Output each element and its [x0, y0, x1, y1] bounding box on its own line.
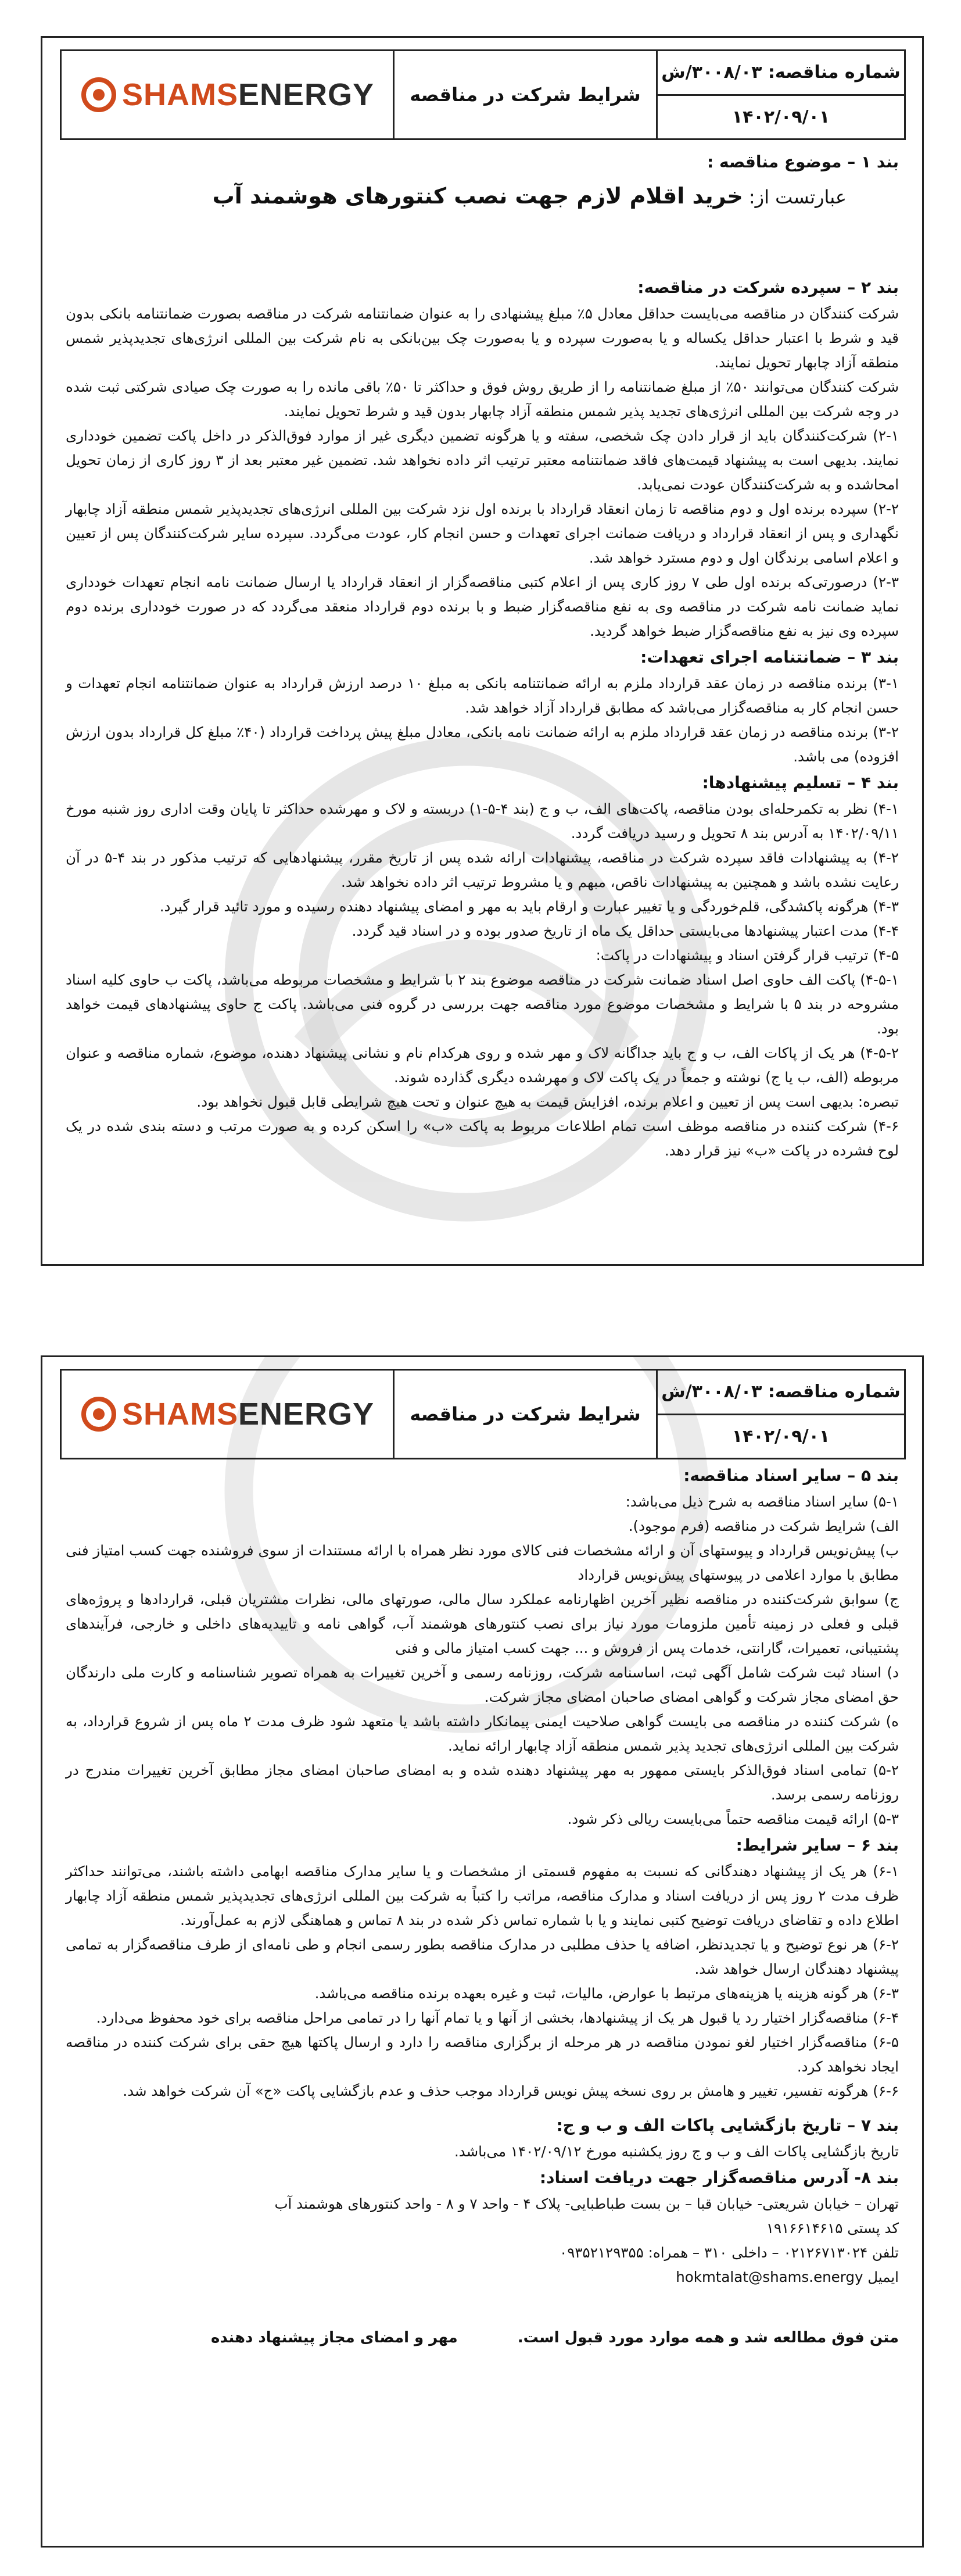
sun-logo-icon	[80, 1396, 117, 1433]
section-5-paragraph: الف) شرایط شرکت در مناقصه (فرم موجود).	[628, 1518, 899, 1534]
section-5-title: بند ۵ – سایر اسناد مناقصه:	[683, 1466, 899, 1485]
section-5-paragraph: ب) پیش‌نویس قرارداد و پیوستهای آن و ارائه مشخصات فنی کالای مورد نظر همراه با ارائه مستندات از سوی فروشنده جهت کسب امتیاز فنی مطابق با موارد اعلامی در پیوستهای پیش‌نویس قرارداد	[66, 1542, 899, 1583]
section-4-note: تبصره: بدیهی است پس از تعیین و اعلام برنده، افزایش قیمت به هیچ عنوان و تحت هیچ شرایطی قابل قبول نخواهد بود.	[196, 1093, 899, 1110]
section-3-paragraph: ۳-۱) برنده مناقصه در زمان عقد قرارداد ملزم به ارائه ضمانتنامه بانکی به مبلغ ۱۰ درصد ارزش قرارداد به عنوان ضمانتنامه انجام تعهدات و حسن انجام کار به مناقصه‌گزار می‌باشد که مطابق قرارداد آزاد خواهد شد.	[66, 675, 899, 716]
section-8-title: بند ۸- آدرس مناقصه‌گزار جهت دریافت اسناد:	[539, 2168, 899, 2187]
section-4-paragraph: ۴-۶) شرکت کننده در مناقصه موظف است تمام اطلاعات مربوط به پاکت «ب» را اسکن کرده و به صورت مرتب و دسته بندی شده در یک لوح فشرده در پاکت «ب» نیز قرار دهد.	[66, 1118, 899, 1159]
section-6-paragraph: ۶-۳) هر گونه هزینه یا هزینه‌های مرتبط با عوارض، مالیات، ثبت و غیره بعهده برنده مناقصه می‌باشد.	[314, 1985, 899, 2002]
address-line: تهران – خیابان شریعتی- خیابان قبا – بن بست طباطبایی- پلاک ۴ - واحد ۷ و ۸ - واحد کنتورهای هوشمند آب	[274, 2195, 899, 2212]
section-5-paragraph: ج) سوابق شرکت‌کننده در مناقصه نظیر آخرین اظهارنامه عملکرد سال مالی، صورتهای مالی، نظرات مشتریان قبلی، قراردادها و پروژه‌های قبلی و فعلی در زمینه تأمین ملزومات مورد نیاز برای نصب کنتورهای هوشمند آب، گواهی نامه و تاییدیه‌های داخلی و خارجی، فرآیندهای پشتیبانی، تعمیرات، گارانتی، خدمات پس از فروش و ... جهت کسب امتیاز مالی و فنی	[66, 1591, 899, 1656]
document-page-2	[41, 1355, 924, 2548]
section-4-paragraph: ۴-۳) هرگونه پاکشدگی، قلم‌خوردگی و یا تغییر عبارت و ارقام باید به مهر و امضای پیشنهاد دهنده رسیده و مورد تائید قرار گیرد.	[159, 898, 899, 915]
section-5-paragraph: د) اسناد ثبت شرکت شامل آگهی ثبت، اساسنامه شرکت، روزنامه رسمی و آخرین تغییرات به همراه تصویر شناسنامه و کارت ملی دارندگان حق امضای مجاز شرکت و گواهی امضای صاحبان امضای مجاز شرکت.	[66, 1664, 899, 1705]
document-page-1	[41, 36, 924, 1266]
section-1-title: بند ۱ – موضوع مناقصه :	[707, 152, 899, 171]
logo-text-energy: ENERGY	[238, 1397, 375, 1432]
logo-text-shams: SHAMS	[121, 1397, 238, 1432]
sun-logo-icon	[80, 76, 117, 113]
tender-date: ۱۴۰۲/۰۹/۰۱	[731, 1426, 830, 1447]
page-2-content	[66, 1462, 899, 2350]
phone-numbers: تلفن ۰۲۱۲۶۷۱۳۰۲۴ – داخلی ۳۱۰ – همراه: ۰۹۳۵۲۱۲۹۳۵۵	[560, 2244, 899, 2261]
section-6-paragraph: ۶-۱) هر یک از پیشنهاد دهندگانی که نسبت به مفهوم قسمتی از مشخصات و یا سایر مدارک مناقصه ابهامی داشته باشند، می‌توانند حداکثر ظرف مدت ۲ روز پس از دریافت اسناد و مدارک مناقصه، مراتب را کتباً به شرکت بین المللی انرژی‌های تجدیدپذیر شمس منطقه آزاد چابهار اطلاع داده و تقاضای دریافت توضیح کتبی نمایند و یا با شماره تماس ذکر شده در بند ۸ تماس و هماهنگی لازم به عمل‌آورند.	[66, 1863, 899, 1929]
tender-subject	[66, 180, 847, 213]
tender-number: شماره مناقصه: ۳۰۰۸/۰۳/ش	[658, 1371, 904, 1415]
section-6-title: بند ۶ – سایر شرایط:	[736, 1836, 899, 1855]
company-logo	[62, 1371, 395, 1458]
tender-meta	[658, 51, 904, 138]
subject-prefix: عبارتست از:	[748, 186, 847, 208]
page-header	[60, 1369, 906, 1459]
section-5-paragraph: ه) شرکت کننده در مناقصه می بایست گواهی صلاحیت ایمنی پیمانکار داشته باشد یا متعهد شود ظرف مدت ۲ ماه پس از شروع قرارداد، به شرکت بین المللی انرژی‌های تجدید پذیر شمس منطقه آزاد چابهار ارائه نماید.	[66, 1713, 899, 1754]
section-4-title: بند ۴ – تسلیم پیشنهادها:	[702, 773, 899, 792]
section-5-paragraph: ۵-۳) ارائه قیمت مناقصه حتماً می‌بایست ریالی ذکر شود.	[567, 1811, 899, 1827]
section-7-title: بند ۷ – تاریخ بازگشایی پاکات الف و ب و ج:	[556, 2116, 899, 2135]
section-6-paragraph: ۶-۴) مناقصه‌گزار اختیار رد یا قبول هر یک از پیشنهادها، بخشی از آنها و یا تمام آنها را در تمامی مراحل مناقصه برای خود محفوظ می‌دارد.	[96, 2009, 899, 2026]
section-6-paragraph: ۶-۵) مناقصه‌گزار اختیار لغو نمودن مناقصه در هر مرحله از برگزاری مناقصه را دارد و ارسال پاکتها هیچ حقی برای شرکت کننده در مناقصه ایجاد نخواهد کرد.	[66, 2034, 899, 2075]
section-6-paragraph: ۶-۲) هر نوع توضیح و یا تجدیدنظر، اضافه یا حذف مطلبی در مدارک مناقصه بطور رسمی انجام و طی نامه‌ای از طرف مناقصه‌گزار به تمامی پیشنهاد دهندگان ارسال خواهد شد.	[66, 1936, 899, 1977]
section-4-paragraph: ۴-۵-۱) پاکت الف حاوی اصل اسناد ضمانت شرکت در مناقصه موضوع بند ۲ با شرایط و مشخصات مربوطه می‌باشد، پاکت ب حاوی کلیه اسناد مشروحه در بند ۵ با شرایط و مشخصات موضوع مورد مناقصه جهت بررسی در گروه فنی می‌باشد. پاکت ج حاوی پیشنهادهای قیمت خواهد بود.	[66, 971, 899, 1037]
subject-text: خرید اقلام لازم جهت نصب کنتورهای هوشمند آب	[212, 183, 743, 209]
section-2-paragraph: ۲-۲) سپرده برنده اول و دوم مناقصه تا زمان انعقاد قرارداد با برنده اول نزد شرکت بین المللی انرژی‌های تجدیدپذیر شمس منطقه آزاد چابهار نگهداری و پس از انعقاد قرارداد و دریافت ضمانت اجرای تعهدات و حسن انجام کار، عودت می‌گردد. سپرده سایر شرکت‌کنندگان پس از تعیین و اعلام اسامی برندگان اول و دوم مسترد خواهد شد.	[66, 500, 899, 566]
section-5-paragraph: ۵-۱) سایر اسناد مناقصه به شرح ذیل می‌باشد:	[625, 1493, 899, 1510]
section-2-title: بند ۲ – سپرده شرکت در مناقصه:	[637, 278, 899, 297]
section-2-paragraph: شرکت کنندگان در مناقصه می‌بایست حداقل معادل ۵٪ مبلغ پیشنهادی را به عنوان ضمانتنامه شرکت در مناقصه بصورت ضمانتنامه بانکی بدون قید و شرط با اعتبار حداقل یکساله و یا به‌صورت سپرده و یا به‌صورت چک بین‌بانکی به نام شرکت بین المللی انرژی‌های تجدیدپذیر شمس منطقه آزاد چابهار تحویل نمایند.	[66, 305, 899, 371]
section-3-title: بند ۳ – ضمانتنامه اجرای تعهدات:	[640, 647, 899, 667]
section-4-paragraph: ۴-۱) نظر به تکمرحله‌ای بودن مناقصه، پاکت‌های الف، ب و ج (بند ۴-۵-۱) دربسته و لاک و مهرشده حداکثر تا پایان وقت اداری روز شنبه مورخ ۱۴۰۲/۰۹/۱۱ به آدرس بند ۸ تحویل و رسید دریافت گردد.	[66, 800, 899, 842]
tender-meta	[658, 1371, 904, 1458]
signature-label: مهر و امضای مجاز پیشنهاد دهنده	[211, 2329, 458, 2346]
section-4-paragraph: ۴-۲) به پیشنهادات فاقد سپرده شرکت در مناقصه، پیشنهادات ارائه شده پس از تاریخ مقرر، پیشنهادهایی که ترتیب مذکور در بند ۴-۵ در آن رعایت نشده باشد و همچنین به پیشنهادات ناقص، مبهم و یا مشروط ترتیب اثر داده نخواهد شد.	[66, 849, 899, 890]
section-6-paragraph: ۶-۶) هرگونه تفسیر، تغییر و هامش بر روی نسخه پیش نویس قرارداد موجب حذف و عدم بازگشایی پاکت «ج» آن شرکت خواهد شد.	[123, 2083, 899, 2099]
document-title: شرایط شرکت در مناقصه	[395, 51, 658, 138]
page-1-content	[66, 148, 899, 1163]
page-header	[60, 49, 906, 140]
postal-code: کد پستی ۱۹۱۶۶۱۴۶۱۵	[766, 2220, 899, 2237]
section-2-paragraph: شرکت کنندگان می‌توانند ۵۰٪ از مبلغ ضمانتنامه را از طریق روش فوق و حداکثر تا ۵۰٪ باقی مانده را به صورت چک صیادی شرکتی ثبت شده در وجه شرکت بین المللی انرژی‌های تجدید پذیر شمس منطقه آزاد چابهار بدون قید و شرط تحویل نمایند.	[66, 378, 899, 420]
section-7-paragraph: تاریخ بازگشایی پاکات الف و ب و ج روز یکشنبه مورخ ۱۴۰۲/۰۹/۱۲ می‌باشد.	[454, 2143, 899, 2160]
email-label: ایمیل	[867, 2269, 899, 2285]
company-logo	[62, 51, 395, 138]
section-4-paragraph: ۴-۵-۲) هر یک از پاکات الف، ب و ج باید جداگانه لاک و مهر شده و روی هرکدام نام و نشانی پیشنهاد دهنده، موضوع، شماره مناقصه و عنوان مربوطه (الف، ب یا ج) نوشته و جمعاً در یک پاکت لاک و مهرشده دیگری گذارده شوند.	[66, 1044, 899, 1086]
email-address[interactable]: hokmtalat@shams.energy	[676, 2269, 863, 2285]
logo-text-shams: SHAMS	[121, 77, 238, 112]
section-2-paragraph: ۲-۳) درصورتی‌که برنده اول طی ۷ روز کاری پس از اعلام کتبی مناقصه‌گزار از انعقاد قرارداد یا ارسال ضمانت نامه انجام تعهدات خودداری نماید ضمانت نامه شرکت در مناقصه وی به نفع مناقصه‌گزار ضبط و با برنده دوم قرارداد منعقد می‌گردد که در صورت خودداری برنده دوم سپرده وی نیز به نفع مناقصه‌گزار ضبط خواهد گردید.	[66, 574, 899, 639]
tender-number: شماره مناقصه: ۳۰۰۸/۰۳/ش	[658, 51, 904, 96]
acceptance-statement: متن فوق مطالعه شد و همه موارد مورد قبول است.	[517, 2329, 899, 2346]
email-line	[66, 2265, 899, 2289]
section-4-paragraph: ۴-۴) مدت اعتبار پیشنهادها می‌بایستی حداقل یک ماه از تاریخ صدور بوده و در اسناد قید گردد.	[352, 922, 899, 939]
tender-date: ۱۴۰۲/۰۹/۰۱	[731, 106, 830, 127]
document-title: شرایط شرکت در مناقصه	[395, 1371, 658, 1458]
section-3-paragraph: ۳-۲) برنده مناقصه در زمان عقد قرارداد ملزم به ارائه ضمانت نامه بانکی، معادل مبلغ پیش پرداخت قرارداد (۴۰٪ مبلغ کل قرارداد بدون ارزش افزوده) می باشد.	[66, 724, 899, 765]
signature-row	[66, 2325, 899, 2350]
logo-text-energy: ENERGY	[238, 77, 375, 112]
section-2-paragraph: ۲-۱) شرکت‌کنندگان باید از قرار دادن چک شخصی، سفته و یا هرگونه تضمین دیگری غیر از موارد فوق‌الذکر در داخل پاکت تضمین خودداری نمایند. بدیهی است به پیشنهاد قیمت‌های فاقد ضمانتنامه معتبر ترتیب اثر داده نخواهد شد. تضمین غیر معتبر بعد از ۳ روز کاری از زمان تحویل امحاشده و به شرکت‌کنندگان عودت نمی‌یابد.	[66, 427, 899, 493]
section-4-paragraph: ۴-۵) ترتیب قرار گرفتن اسناد و پیشنهادات در پاکت:	[596, 947, 899, 964]
section-5-paragraph: ۵-۲) تمامی اسناد فوق‌الذکر بایستی ممهور به مهر پیشنهاد دهنده شده و به امضای صاحبان امضای مجاز مطابق آخرین تغییرات مندرج در روزنامه رسمی برسد.	[66, 1762, 899, 1803]
